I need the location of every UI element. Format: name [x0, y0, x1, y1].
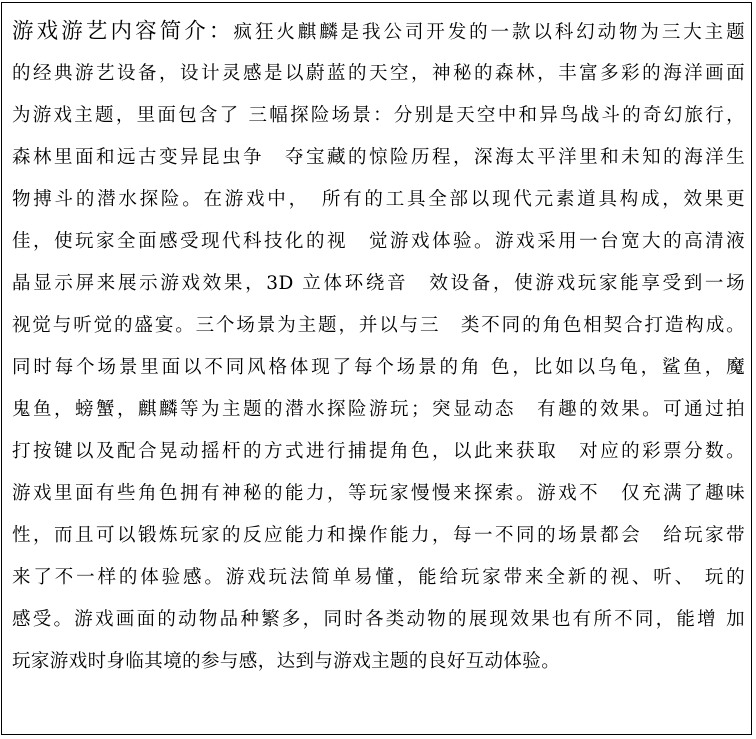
- text-line-10: 鬼鱼，螃蟹，麒麟等为主题的潜水探险游玩；突显动态 有趣的效果。可通过拍: [12, 399, 745, 420]
- text-line-14: 来了不一样的体验感。游戏玩法简单易懂，能给玩家带来全新的视、听、 玩的: [12, 567, 745, 588]
- text-line-13: 性，而且可以锻炼玩家的反应能力和操作能力，每一不同的场景都会 给玩家带: [12, 525, 745, 546]
- text-line-9: 同时每个场景里面以不同风格体现了每个场景的角 色，比如以乌龟，鲨鱼，魔: [12, 357, 745, 378]
- text-line-8: 视觉与听觉的盛宴。三个场景为主题，并以与三 类不同的角色相契合打造构成。: [12, 315, 745, 336]
- document-title-label: 游戏游艺内容简介：: [12, 19, 234, 44]
- text-line-2: 的经典游艺设备，设计灵感是以蔚蓝的天空，神秘的森林，丰富多彩的海洋画面: [12, 63, 745, 84]
- text-line-12: 游戏里面有些角色拥有神秘的能力，等玩家慢慢来探索。游戏不 仅充满了趣味: [12, 483, 745, 504]
- document-frame: [1, 2, 752, 735]
- text-line-15: 感受。游戏画面的动物品种繁多，同时各类动物的展现效果也有所不同，能增 加: [12, 609, 745, 630]
- text-line-11: 打按键以及配合晃动摇杆的方式进行捕提角色，以此来获取 对应的彩票分数。: [12, 441, 745, 462]
- text-line-5: 物搏斗的潜水探险。在游戏中， 所有的工具全部以现代元素道具构成，效果更: [12, 189, 745, 210]
- text-line-3: 为游戏主题，里面包含了 三幅探险场景：分别是天空中和异鸟战斗的奇幻旅行，: [12, 105, 745, 126]
- text-line-16: 玩家游戏时身临其境的参与感，达到与游戏主题的良好互动体验。: [12, 651, 561, 672]
- text-line-1: [12, 13, 745, 50]
- text-line-7: 晶显示屏来展示游戏效果，3D 立体环绕音 效设备，使游戏玩家能享受到一场: [12, 273, 745, 294]
- text-line-6: 佳，使玩家全面感受现代科技化的视 觉游戏体验。游戏采用一台宽大的高清液: [12, 231, 745, 252]
- text-line-4: 森林里面和远古变异昆虫争 夺宝藏的惊险历程，深海太平洋里和未知的海洋生: [12, 147, 745, 168]
- text-line-1-content: 疯狂火麒麟是我公司开发的一款以科幻动物为三大主题: [233, 22, 745, 43]
